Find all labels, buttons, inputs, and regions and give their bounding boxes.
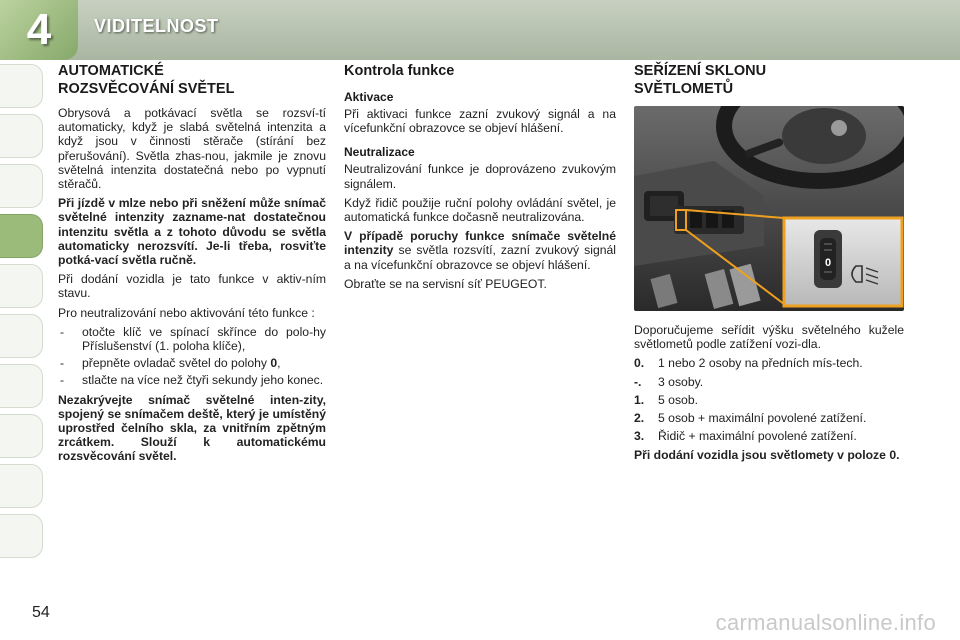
neutralization-text-1: Neutralizování funkce je doprovázeno zvukovým signálem. [344, 162, 616, 191]
section-title: VIDITELNOST [94, 16, 219, 36]
headlamp-title-line1: SEŘÍZENÍ SKLONU [634, 63, 767, 79]
list-item: - přepněte ovladač světel do polohy 0, [60, 356, 281, 371]
activation-text: Při aktivaci funkce zazní zvukový signál a na vícefunkční obrazovce se objeví hlášení. [344, 107, 616, 136]
neutralization-subheading: Neutralizace [344, 145, 415, 160]
delivery-state-text: Při dodání vozidla je tato funkce v aktiv-ním stavu. [58, 272, 326, 301]
side-tab-7[interactable] [0, 364, 43, 408]
side-tab-5[interactable] [0, 264, 43, 308]
list-item: 0. 1 nebo 2 osoby na předních mís-tech. [634, 356, 863, 371]
function-check-heading: Kontrola funkce [344, 63, 455, 79]
fog-snow-warning: Při jízdě v mlze nebo při sněžení může snímač světelné intenzity zazname-nat dostatečnou intenzitu světla a z tohoto důvodu se světla automaticky nerozsvítí. Je-li třeba, rosviťte potká-vací světla ručně. [58, 196, 326, 268]
dashboard-illustration [634, 106, 904, 311]
neutralization-text-2: Když řidič použije ruční polohy ovládání světel, je automatická funkce dočasně neutralizována. [344, 195, 616, 225]
column-auto-lighting [58, 62, 326, 469]
column-headlamp-adjust [634, 62, 904, 468]
auto-lighting-intro: Obrysová a potkávací světla se rozsví-tí automaticky, když je slabá světelná intenzita a když jsou v činnosti stěrače (stírání bez přerušování). Světla zhas-nou, jakmile je znovu světelná intenzita dostatečná nebo po vypnutí stěračů. [58, 106, 326, 192]
auto-lighting-title-line1: AUTOMATICKÉ [58, 63, 164, 79]
side-tab-10[interactable] [0, 514, 43, 558]
side-tab-8[interactable] [0, 414, 43, 458]
side-tab-4-active[interactable] [0, 214, 43, 258]
side-tab-9[interactable] [0, 464, 43, 508]
auto-lighting-heading [58, 62, 326, 98]
list-item: -. 3 osoby. [634, 374, 704, 389]
list-item: 3. Řidič + maximální povolené zatížení. [634, 429, 857, 444]
side-tab-3[interactable] [0, 164, 43, 208]
load-positions-list [634, 356, 904, 443]
list-item: 2. 5 osob + maximální povolené zatížení. [634, 411, 867, 426]
list-item: - stlačte na více než čtyři sekundy jeho konec. [60, 373, 324, 388]
activation-subheading: Aktivace [344, 90, 394, 104]
fault-text: V případě poruchy funkce snímače světelné intenzity se světla rozsvítí, zazní zvukový signál a na vícefunkční obrazovce se objeví hlášení. [344, 229, 616, 272]
service-text: Obraťte se na servisní síť PEUGEOT. [344, 276, 547, 291]
list-item: - otočte klíč ve spínací skřínce do polo-hy Příslušenství (1. poloha klíče), [60, 324, 326, 354]
side-tab-2[interactable] [0, 114, 43, 158]
headlamp-adjust-heading [634, 62, 904, 98]
chapter-number: 4 [26, 5, 52, 54]
chapter-tab [0, 0, 78, 60]
side-tab-6[interactable] [0, 314, 43, 358]
auto-lighting-title-line2: ROZSVĚCOVÁNÍ SVĚTEL [58, 81, 235, 97]
headlamp-title-line2: SVĚTLOMETŮ [634, 81, 734, 97]
knob-digit-label: 0 [824, 257, 832, 269]
page-number: 54 [32, 604, 50, 621]
dashboard-photo [634, 106, 904, 311]
watermark: carmanualsonline.info [715, 610, 936, 635]
toggle-instructions-intro: Pro neutralizování nebo aktivování této funkce : [58, 305, 315, 320]
side-tab-1[interactable] [0, 64, 43, 108]
list-item: 1. 5 osob. [634, 392, 698, 407]
sensor-cover-warning: Nezakrývejte snímač světelné inten-zity, spojený se snímačem deště, který je umístěný uprostřed čelního skla, za vnitřním zpětným zrcátkem. Slouží k automatickému rozsvěcování světel. [58, 392, 326, 464]
toggle-steps-list [58, 325, 326, 388]
delivery-position-note: Při dodání vozidla jsou světlomety v poloze 0. [634, 448, 900, 463]
side-tab-rail [0, 60, 44, 580]
headlamp-intro: Doporučujeme seřídit výšku světelného kužele světlometů podle zatížení vozi-dla. [634, 323, 904, 352]
column-function-check [344, 62, 616, 296]
